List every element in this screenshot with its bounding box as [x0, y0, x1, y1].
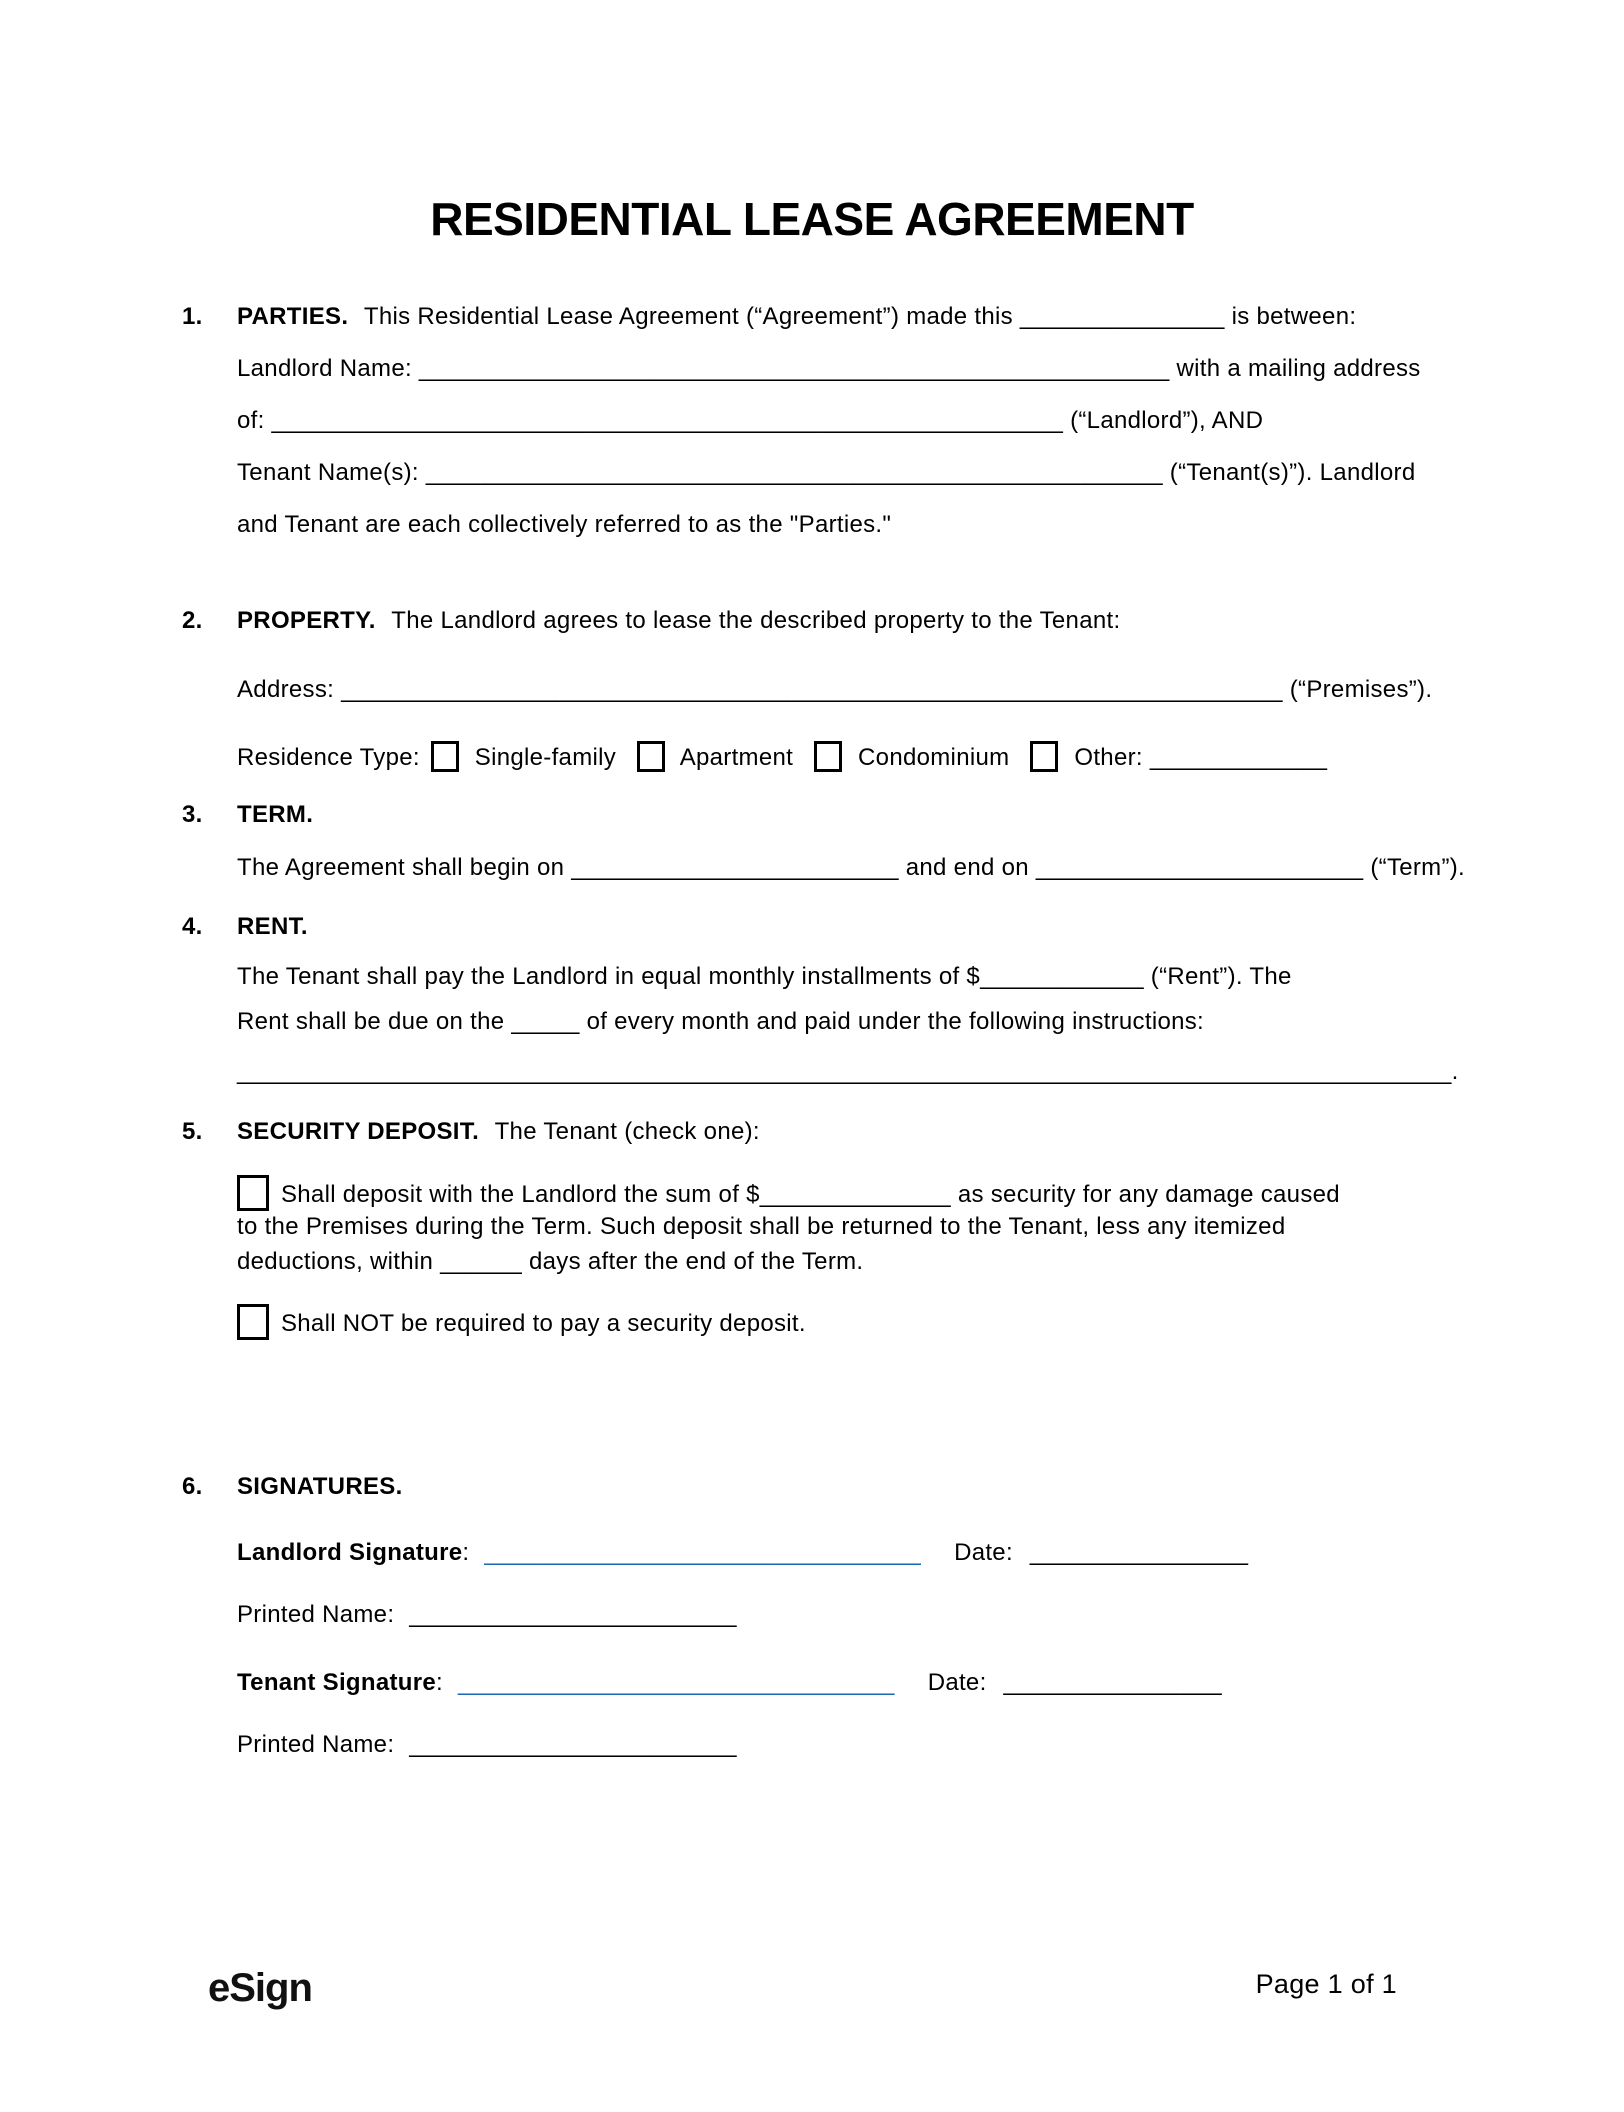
- security-deposit-heading: SECURITY DEPOSIT.: [237, 1118, 480, 1145]
- deposit-option-required-line3: [237, 1246, 863, 1278]
- rent-due-text: Rent shall be due on the _____ of every month and paid under the following instructions:: [237, 1008, 1205, 1035]
- option-label-other: Other: _____________: [1074, 744, 1328, 771]
- checkbox-other[interactable]: [1030, 741, 1058, 772]
- landlord-signature-row: [237, 1537, 1248, 1569]
- deposit-required-text-1: Shall deposit with the Landlord the sum of $______________ as security for any damage caused: [280, 1181, 1340, 1208]
- property-intro-text: The Landlord agrees to lease the described property to the Tenant:: [391, 607, 1121, 634]
- residence-type-row: [237, 741, 1327, 774]
- page-number-label: Page 1 of 1: [1255, 1969, 1397, 1999]
- checkbox-apartment[interactable]: [637, 741, 665, 772]
- tenant-printed-name-field[interactable]: ________________________: [409, 1731, 737, 1758]
- deposit-required-text-3: deductions, within ______ days after the end of the Term.: [237, 1248, 864, 1275]
- rent-amount-text: The Tenant shall pay the Landlord in equal monthly installments of $____________ (“Rent”). The: [237, 963, 1292, 990]
- document-title: RESIDENTIAL LEASE AGREEMENT: [430, 193, 1194, 245]
- security-deposit-section-number: 5.: [182, 1118, 203, 1145]
- landlord-printed-name-field[interactable]: ________________________: [409, 1601, 737, 1628]
- parties-section-number: 1.: [182, 303, 203, 330]
- landlord-signature-field[interactable]: ________________________________: [484, 1539, 922, 1566]
- term-dates-text: The Agreement shall begin on ________________________ and end on ________________________ (“Term”).: [237, 854, 1466, 881]
- deposit-option-required-line1: [237, 1175, 1340, 1211]
- parties-intro-text: This Residential Lease Agreement (“Agreement”) made this _______________ is between:: [363, 303, 1357, 330]
- landlord-name-text: Landlord Name: _______________________________________________________ with a mailing address: [237, 355, 1421, 382]
- deposit-option-required-line2: [237, 1211, 1285, 1243]
- term-dates-line: [237, 852, 1465, 884]
- term-heading: TERM.: [237, 801, 314, 828]
- rent-instructions-blank: _________________________________________________________________________________________.: [237, 1058, 1459, 1085]
- property-address-text: Address: _____________________________________________________________________ (“Premises”).: [237, 676, 1433, 703]
- tenant-name-line: [237, 457, 1415, 489]
- property-heading-line: [182, 605, 1121, 637]
- tenant-date-label: Date:: [927, 1669, 987, 1696]
- tenant-signature-field[interactable]: ________________________________: [457, 1669, 895, 1696]
- rent-amount-line: [237, 961, 1292, 993]
- signatures-heading-line: [182, 1471, 412, 1503]
- landlord-signature-label: Landlord Signature: [237, 1539, 463, 1566]
- tenant-signature-row: [237, 1667, 1222, 1699]
- landlord-printed-name-label: Printed Name:: [237, 1601, 395, 1628]
- parties-heading: PARTIES.: [237, 303, 349, 330]
- term-heading-line: [182, 799, 322, 831]
- tenant-signature-label: Tenant Signature: [237, 1669, 437, 1696]
- landlord-date-field[interactable]: ________________: [1029, 1539, 1249, 1566]
- option-label-single-family: Single-family: [474, 744, 617, 771]
- rent-instructions-blank-line: [237, 1056, 1459, 1088]
- checkbox-deposit-required[interactable]: [237, 1175, 269, 1211]
- rent-due-line: [237, 1006, 1204, 1038]
- landlord-signature-colon: :: [462, 1539, 470, 1566]
- signatures-heading: SIGNATURES.: [237, 1473, 403, 1500]
- checkbox-condominium[interactable]: [814, 741, 842, 772]
- esign-logo: eSign: [208, 1966, 312, 2010]
- deposit-option-not-required-line: [237, 1304, 806, 1340]
- landlord-address-text: of: __________________________________________________________ (“Landlord”), AND: [237, 407, 1264, 434]
- rent-heading-line: [182, 911, 317, 943]
- parties-heading-line: [182, 301, 1357, 333]
- tenant-name-text: Tenant Name(s): ______________________________________________________ (“Tenant(s)”). Landlord: [237, 459, 1416, 486]
- checkbox-single-family[interactable]: [431, 741, 459, 772]
- rent-heading: RENT.: [237, 913, 308, 940]
- option-label-condominium: Condominium: [858, 744, 1010, 771]
- landlord-name-line: [237, 353, 1421, 385]
- tenant-signature-colon: :: [436, 1669, 444, 1696]
- signatures-section-number: 6.: [182, 1473, 203, 1500]
- property-address-line: [237, 674, 1432, 706]
- security-deposit-heading-line: [182, 1116, 760, 1148]
- landlord-address-line: [237, 405, 1263, 437]
- term-section-number: 3.: [182, 801, 203, 828]
- tenant-printed-name-row: [237, 1729, 737, 1761]
- residence-type-label: Residence Type:: [237, 744, 420, 771]
- rent-section-number: 4.: [182, 913, 203, 940]
- option-label-apartment: Apartment: [679, 744, 794, 771]
- tenant-date-field[interactable]: ________________: [1003, 1669, 1222, 1696]
- landlord-printed-name-row: [237, 1599, 737, 1631]
- checkbox-deposit-not-required[interactable]: [237, 1304, 269, 1340]
- parties-closing-text: and Tenant are each collectively referred to as the "Parties.": [237, 511, 892, 538]
- landlord-date-label: Date:: [954, 1539, 1013, 1566]
- property-heading: PROPERTY.: [237, 607, 376, 634]
- property-section-number: 2.: [182, 607, 203, 634]
- deposit-not-required-text: Shall NOT be required to pay a security deposit.: [280, 1310, 806, 1337]
- security-deposit-intro-text: The Tenant (check one):: [494, 1118, 760, 1145]
- parties-closing-line: [237, 509, 891, 541]
- tenant-printed-name-label: Printed Name:: [237, 1731, 395, 1758]
- deposit-required-text-2: to the Premises during the Term. Such deposit shall be returned to the Tenant, less any itemized: [237, 1213, 1286, 1240]
